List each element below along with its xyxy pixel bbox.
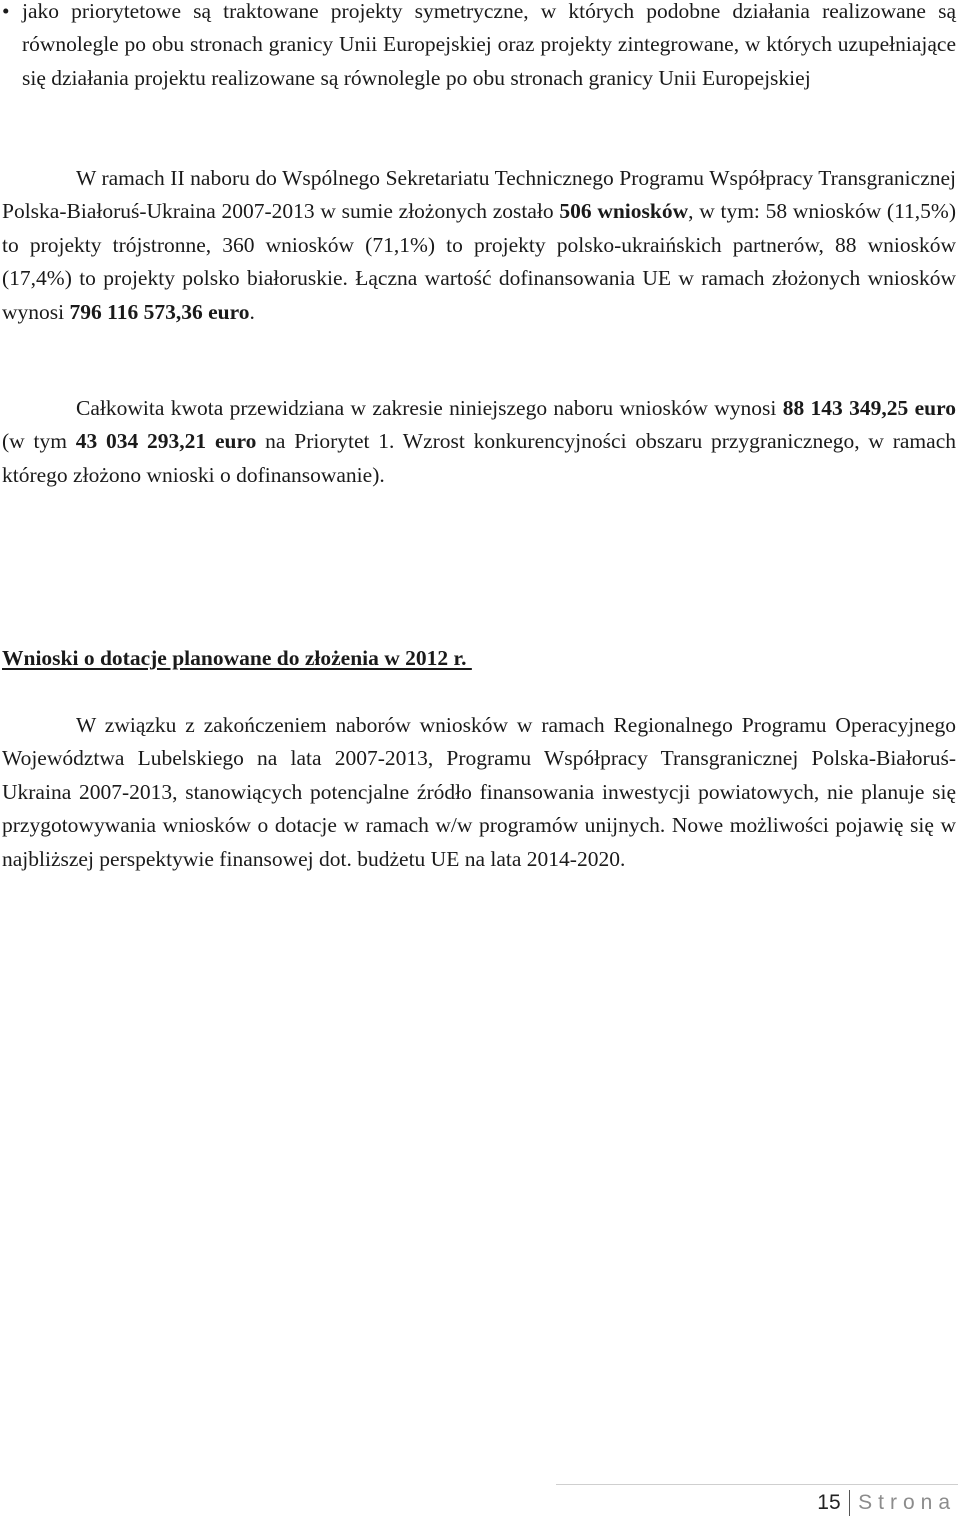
footer-separator — [849, 1490, 851, 1516]
page-footer — [817, 1489, 956, 1517]
para1-bold-total-value: 796 116 573,36 euro — [69, 299, 250, 324]
para1-text-3: . — [249, 299, 255, 324]
page-number: 15 — [817, 1491, 841, 1514]
para1-bold-applications: 506 wniosków — [559, 199, 689, 224]
bullet-text: jako priorytetowe są traktowane projekty symetryczne, w których podobne działania realizowane są równolegle po obu stronach granicy Unii Europejskiej oraz projekty zintegrowane, w których uzupełniające się działania projektu realizowane są równolegle po obu stronach granicy Unii Europejskiej — [22, 0, 956, 90]
footer-divider — [556, 1484, 958, 1485]
paragraph-application-summary — [2, 162, 956, 329]
para2-text-2: (w tym — [2, 429, 76, 454]
paragraph-total-budget — [2, 392, 956, 492]
page-label: Strona — [858, 1491, 956, 1514]
paragraph-planned-applications: W związku z zakończeniem naborów wniosków w ramach Regionalnego Programu Operacyjnego Województwa Lubelskiego na lata 2007-2013, Programu Współpracy Transgranicznej Polska-Białoruś-Ukraina 2007-2013, stanowiących potencjalne źródło finansowania inwestycji powiatowych, nie planuje się przygotowywania wniosków o dotacje w ramach w/w programów unijnych. Nowe możliwości pojawię się w najbliższej perspektywie finansowej dot. budżetu UE na lata 2014-2020. — [2, 713, 956, 871]
para1-text-1: W ramach II naboru do Wspólnego Sekretariatu Technicznego Programu Współpracy Transgranicznej Polska-Białoruś-Ukraina 2007-2013 w sumie złożonych zostało — [2, 166, 956, 224]
para1-text-2: , w tym: 58 wniosków (11,5%) to projekty trójstronne, 360 wniosków (71,1%) to projekty polsko-ukraińskich partnerów, 88 wniosków (17,4%) to projekty polsko białoruskie. Łączna wartość dofinansowania UE w ramach złożonych wniosków wynosi — [2, 199, 956, 324]
bullet-paragraph — [2, 0, 956, 95]
para2-text-1: Całkowita kwota przewidziana w zakresie niniejszego naboru wniosków wynosi — [76, 396, 783, 420]
para2-text-3: na Priorytet 1. Wzrost konkurencyjności obszaru przygranicznego, w ramach którego złożono wnioski o dofinansowanie). — [2, 429, 956, 487]
para2-bold-total-amount: 88 143 349,25 euro — [782, 396, 956, 420]
para2-bold-priority-amount: 43 034 293,21 euro — [75, 429, 257, 454]
section-heading: Wnioski o dotacje planowane do złożenia w 2012 r. — [2, 646, 472, 670]
bullet-symbol: • — [2, 0, 10, 23]
